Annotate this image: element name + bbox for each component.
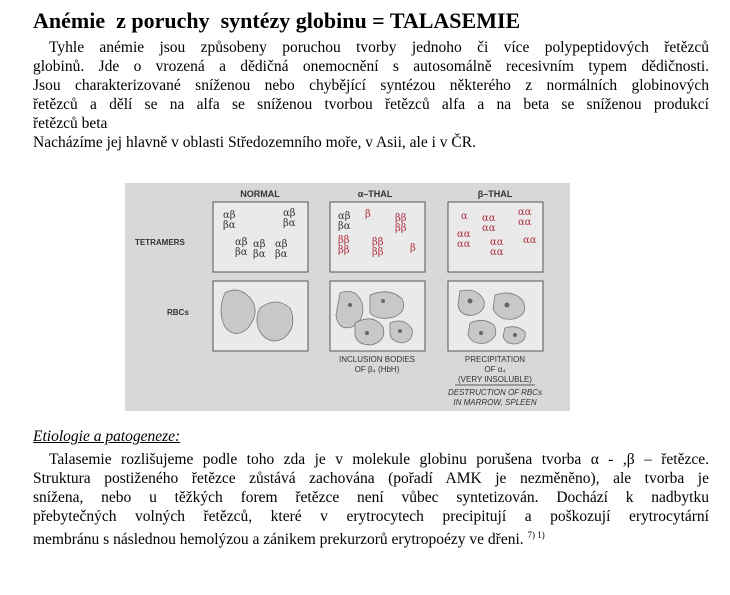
col-normal-label: NORMAL (240, 189, 280, 199)
svg-text:OF α₄: OF α₄ (484, 365, 506, 374)
col-beta-label: β–THAL (477, 189, 513, 199)
page-title: Anémie z poruchy syntézy globinu = TALASEMIE (33, 8, 521, 33)
svg-text:ββ: ββ (395, 223, 407, 234)
svg-text:αβ: αβ (283, 208, 296, 219)
svg-text:ββ: ββ (372, 247, 384, 258)
svg-text:αα: αα (482, 223, 496, 234)
svg-text:βα: βα (253, 249, 266, 260)
svg-text:DESTRUCTION OF RBCs: DESTRUCTION OF RBCs (447, 388, 543, 397)
intro-line: řetězců beta (33, 115, 108, 132)
svg-text:αα: αα (490, 247, 504, 258)
svg-text:ββ: ββ (338, 235, 350, 246)
svg-text:αα: αα (518, 207, 532, 218)
etiology-paragraph (33, 450, 709, 549)
svg-text:βα: βα (223, 220, 236, 231)
intro-line: Nacházíme jej hlavně v oblasti Středozemního moře, v Asii, ale i v ČR. (33, 134, 476, 151)
etiology-line: snížena, nebo u těžkých forem řetězce není vůbec syntetizován. Dochází k nadbytku (33, 489, 709, 506)
svg-text:α: α (461, 211, 468, 222)
row-rbcs-label: RBCs (167, 308, 189, 317)
svg-text:αβ: αβ (275, 239, 288, 250)
svg-text:OF β₄ (HbH): OF β₄ (HbH) (354, 365, 400, 374)
svg-text:βα: βα (283, 218, 296, 229)
svg-text:ββ: ββ (338, 245, 350, 256)
svg-text:αβ: αβ (223, 210, 236, 221)
row-tetramers-label: TETRAMERS (135, 238, 185, 247)
svg-text:αβ: αβ (235, 237, 248, 248)
svg-text:β: β (365, 209, 371, 220)
svg-text:(VERY INSOLUBLE): (VERY INSOLUBLE) (458, 375, 532, 384)
svg-text:PRECIPITATION: PRECIPITATION (464, 355, 526, 364)
svg-text:ββ: ββ (372, 237, 384, 248)
svg-text:αα: αα (523, 235, 537, 246)
svg-text:αα: αα (518, 217, 532, 228)
section-heading: Etiologie a patogeneze: (33, 428, 181, 445)
svg-text:βα: βα (235, 247, 248, 258)
svg-text:β: β (410, 243, 416, 254)
intro-line: Jsou charakterizované sníženou nebo chybějící syntézou některého z normálních globinových (33, 77, 709, 94)
etiology-line: Talasemie rozlišujeme podle toho zda je v molekule globinu porušena tvorba α - ,β – řetězce. (49, 451, 709, 468)
svg-text:αα: αα (482, 213, 496, 224)
thalassemia-figure (125, 183, 570, 411)
etiology-line: Struktura postiženého řetězce zůstává zachována (pořadí AMK je nezměněno), ale tvorba je (33, 470, 709, 487)
col-alpha-label: α–THAL (357, 189, 393, 199)
svg-text:αα: αα (490, 237, 504, 248)
etiology-line: přebytečných volných řetězců, které v erytrocytech precipitují a poškozují erytrocytární (33, 508, 709, 525)
intro-line: globinů. Jde o vrozená a dědičná onemocnění s autosomálně recesivním typem dědičnosti. (33, 58, 709, 75)
svg-text:αβ: αβ (338, 211, 351, 222)
footnote-ref: 7) 1) (527, 530, 545, 540)
svg-text:αβ: αβ (253, 239, 266, 250)
etiology-line: membránu s následnou hemolýzou a zánikem prekurzorů erytropoézy ve dřeni. $^{7) 1)}$ (33, 530, 545, 549)
svg-text:αα: αα (457, 239, 471, 250)
svg-text:βα: βα (275, 249, 288, 260)
svg-text:αα: αα (457, 229, 471, 240)
svg-text:ββ: ββ (395, 213, 407, 224)
svg-text:INCLUSION BODIES: INCLUSION BODIES (338, 355, 416, 364)
svg-text:βα: βα (338, 221, 351, 232)
svg-text:IN MARROW, SPLEEN: IN MARROW, SPLEEN (453, 398, 537, 407)
intro-line: Tyhle anémie jsou způsobeny poruchou tvorby jednoho či více polypeptidových řetězců (49, 39, 709, 56)
intro-line: řetězců a dělí se na alfa se sníženou tvorbou řetězců alfa a na beta se sníženou produkcí (33, 96, 709, 113)
thalassemia-diagram (125, 183, 570, 411)
intro-paragraph (33, 38, 709, 152)
